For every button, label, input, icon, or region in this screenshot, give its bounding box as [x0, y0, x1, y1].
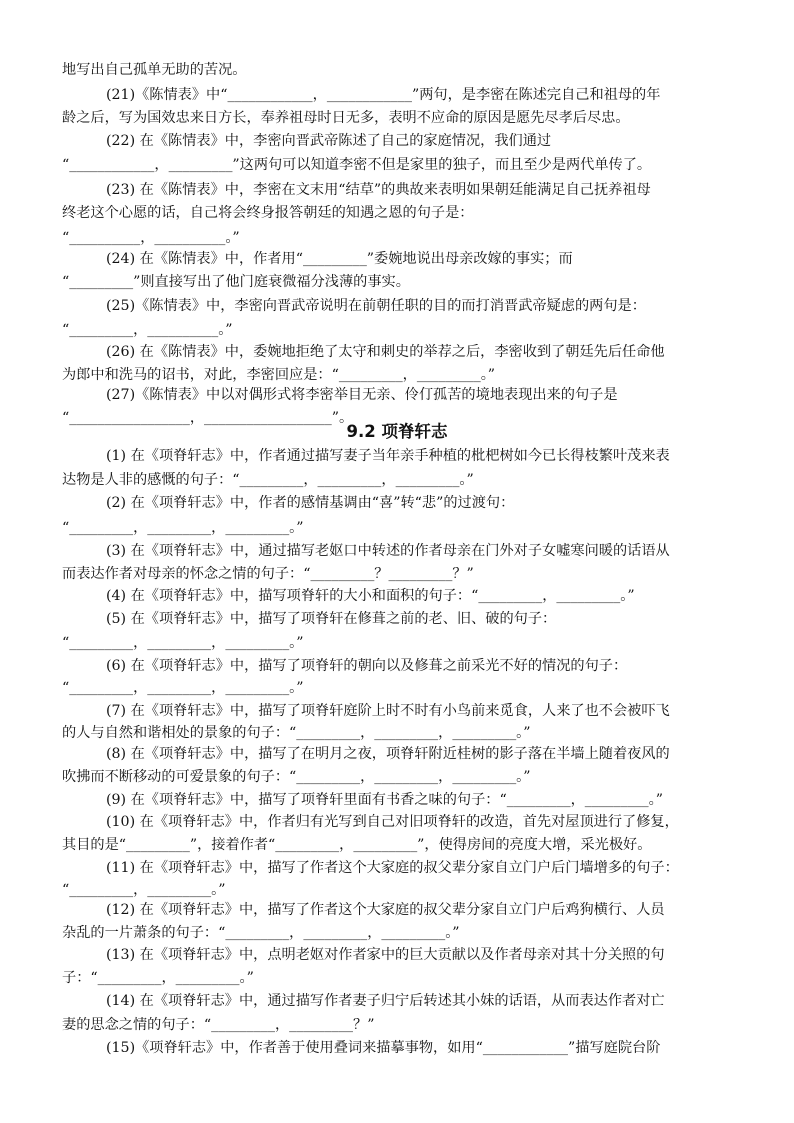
- text-line: (8) 在《项脊轩志》中，描写了在明月之夜，项脊轩附近桂树的影子落在半墙上随着夜风的: [106, 746, 670, 762]
- text-line: “_________，_________。”: [62, 882, 226, 898]
- text-line: 龄之后，写为国效忠来日方长，奉养祖母时日无多，表明不应命的原因是愿先尽孝后尽忠。: [62, 110, 630, 126]
- text-line: (25)《陈情表》中，李密向晋武帝说明在前朝任职的目的而打消晋武帝疑虑的两句是：: [106, 298, 646, 314]
- text-line: 地写出自己孤单无助的苦况。: [62, 62, 247, 78]
- text-line: 而表达作者对母亲的怀念之情的句子：“_________？_________？”: [62, 566, 474, 582]
- text-line: 其目的是“_________”，接着作者“_________，_________”，使得房间的亮度大增，采光极好。: [62, 837, 652, 853]
- text-line: 妻的思念之情的句子：“_________，_________？”: [62, 1017, 375, 1033]
- text-line: “_________，_________，_________。”: [62, 635, 304, 651]
- text-line: “_________”则直接写出了他门庭衰微福分浅薄的事实。: [62, 274, 410, 290]
- text-line: 达物是人非的感慨的句子：“_________，_________，_________。”: [62, 472, 474, 488]
- text-line: (10) 在《项脊轩志》中，作者归有光写到自己对旧项脊轩的改造，首先对屋顶进行了修复，: [106, 814, 679, 830]
- text-line: 为郎中和洗马的诏书，对此，李密回应是：“_________，_________。”: [62, 367, 496, 383]
- text-line: (2) 在《项脊轩志》中，作者的感情基调由“喜”转“悲”的过渡句：: [106, 495, 515, 511]
- text-line: 吹拂而不断移动的可爱景象的句子：“_________，_________，_________。”: [62, 769, 531, 785]
- text-line: (1) 在《项脊轩志》中，作者通过描写妻子当年亲手种植的枇杷树如今已长得枝繁叶茂来表: [106, 448, 670, 464]
- text-line: (11) 在《项脊轩志》中，描写了作者这个大家庭的叔父辈分家自立门户后门墙增多的句子：: [106, 860, 679, 876]
- text-line: (6) 在《项脊轩志》中，描写了项脊轩的朝向以及修葺之前采光不好的情况的句子：: [106, 658, 628, 674]
- text-line: (5) 在《项脊轩志》中，描写了项脊轩在修葺之前的老、旧、破的句子：: [106, 611, 557, 627]
- text-line: (3) 在《项脊轩志》中，通过描写老妪口中转述的作者母亲在门外对子女嘘寒问暖的话语从: [106, 543, 670, 559]
- text-line: (24) 在《陈情表》中，作者用“_________”委婉地说出母亲改嫁的事实；而: [106, 251, 573, 267]
- text-line: (12) 在《项脊轩志》中，描写了作者这个大家庭的叔父辈分家自立门户后鸡狗横行、人员: [106, 902, 665, 918]
- text-line: (21)《陈情表》中“____________，____________”两句，是李密在陈述完自己和祖母的年: [106, 87, 661, 103]
- text-line: (22) 在《陈情表》中，李密向晋武帝陈述了自己的家庭情况，我们通过: [106, 133, 552, 149]
- text-line: “__________，__________。”: [62, 230, 240, 246]
- text-line: 子：“_________，_________。”: [62, 970, 254, 986]
- text-line: “_________，_________，_________。”: [62, 680, 304, 696]
- text-line: (26) 在《陈情表》中，委婉地拒绝了太守和刺史的举荐之后，李密收到了朝廷先后任命他: [106, 344, 665, 360]
- text-line: “_________，__________。”: [62, 322, 233, 338]
- text-line: (23) 在《陈情表》中，李密在文末用“结草”的典故来表明如果朝廷能满足自己抚养祖母: [106, 182, 651, 198]
- text-line: (15)《项脊轩志》中，作者善于使用叠词来描摹事物，如用“____________”描写庭院台阶: [106, 1040, 661, 1056]
- text-line: “____________，_________”这两句可以知道李密不但是家里的独子，而且至少是两代单传了。: [62, 157, 652, 173]
- text-line: “_________________，__________________”。: [62, 410, 354, 426]
- text-line: 终老这个心愿的话，自己将会终身报答朝廷的知遇之恩的句子是：: [62, 205, 474, 221]
- text-line: (7) 在《项脊轩志》中，描写了项脊轩庭阶上时不时有小鸟前来觅食，人来了也不会被吓飞: [106, 703, 670, 719]
- text-line: (13) 在《项脊轩志》中，点明老妪对作者家中的巨大贡献以及作者母亲对其十分关照的句: [106, 947, 665, 963]
- text-line: 的人与自然和谐相处的景象的句子：“_________，_________，_________。”: [62, 725, 531, 741]
- text-line: “_________，_________，_________。”: [62, 520, 304, 536]
- text-line: (4) 在《项脊轩志》中，描写项脊轩的大小和面积的句子：“_________，_________。”: [106, 588, 635, 604]
- text-line: (27)《陈情表》中以对偶形式将李密举目无亲、伶仃孤苦的境地表现出来的句子是: [106, 387, 618, 403]
- section-title: 9.2 项脊轩志: [346, 422, 448, 441]
- text-line: 杂乱的一片萧条的句子：“_________，_________，_________。”: [62, 925, 460, 941]
- text-line: (14) 在《项脊轩志》中，通过描写作者妻子归宁后转述其小妹的话语，从而表达作者对亡: [106, 993, 665, 1009]
- text-line: (9) 在《项脊轩志》中，描写了项脊轩里面有书香之味的句子：“_________，_________。”: [106, 792, 663, 808]
